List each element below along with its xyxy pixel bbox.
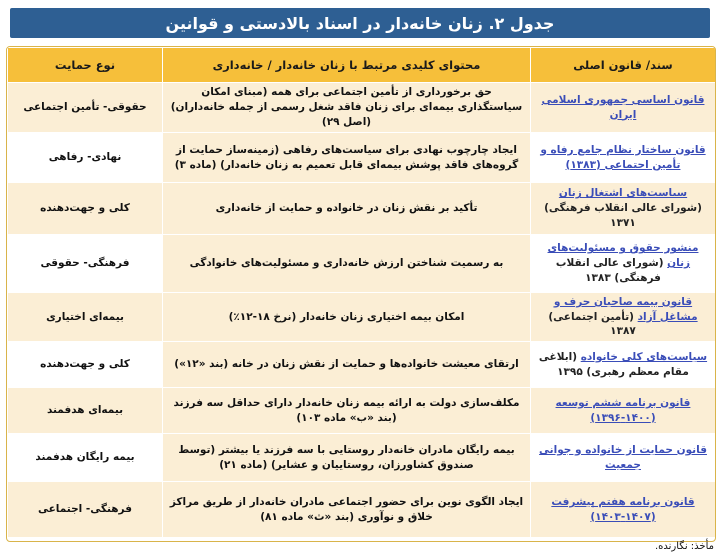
content-cell: ایجاد الگوی نوین برای حضور اجتماعی مادران خانه‌دار از طریق مراکز خلاق و نوآوری (بند «ث» ماده ۸۱) xyxy=(163,482,531,538)
support-type-cell: حقوقی- تأمین اجتماعی xyxy=(8,83,163,133)
table-title: جدول ۲. زنان خانه‌دار در اسناد بالادستی و قوانین xyxy=(10,8,710,38)
law-cell xyxy=(531,482,716,538)
support-type-cell: بیمه رایگان هدفمند xyxy=(8,434,163,482)
content-cell: بیمه رایگان مادران خانه‌دار روستایی با سه فرزند یا بیشتر (توسط صندوق کشاورزان، روستاییان و عشایر) (ماده ۲۱) xyxy=(163,434,531,482)
content-cell: حق برخورداری از تأمین اجتماعی برای همه (مبنای امکان سیاستگذاری بیمه‌ای برای زنان فاقد شغل رسمی از جمله خانه‌داران) (اصل ۲۹) xyxy=(163,83,531,133)
law-cell xyxy=(531,83,716,133)
content-cell: ارتقای معیشت خانواده‌ها و حمایت از نقش زنان در خانه (بند «۱۲») xyxy=(163,342,531,388)
table-row xyxy=(8,183,716,235)
support-type-cell: کلی و جهت‌دهنده xyxy=(8,342,163,388)
law-title: منشور حقوق و مسئولیت‌های زنان xyxy=(547,242,699,270)
table-row xyxy=(8,482,716,538)
support-type-cell: بیمه‌ای اختیاری xyxy=(8,293,163,342)
law-title: قانون حمایت از خانواده و جوانی جمعیت xyxy=(539,443,707,471)
content-cell: به رسمیت شناختن ارزش خانه‌داری و مسئولیت‌های خانوادگی xyxy=(163,235,531,293)
law-subtitle: (شورای عالی انقلاب فرهنگی) ۱۳۷۱ xyxy=(544,202,702,229)
law-title: قانون برنامه هفتم پیشرفت (۱۴۰۷-۱۴۰۳) xyxy=(551,495,695,523)
table-body xyxy=(8,83,716,538)
content-cell: تأکید بر نقش زنان در خانواده و حمایت از خانه‌داری xyxy=(163,183,531,235)
law-subtitle: (شورای عالی انقلاب فرهنگی) ۱۳۸۳ xyxy=(555,257,664,284)
law-title: سیاست‌های اشتغال زنان xyxy=(558,187,688,200)
table-row xyxy=(8,342,716,388)
content-cell: مکلف‌سازی دولت به ارائه بیمه زنان خانه‌دار دارای حداقل سه فرزند (بند «ب» ماده ۱۰۳) xyxy=(163,388,531,434)
law-cell xyxy=(531,434,716,482)
header-law: سند/ قانون اصلی xyxy=(531,48,716,83)
table-row xyxy=(8,388,716,434)
source-note: مأخذ: نگارنده. xyxy=(654,541,714,552)
law-cell xyxy=(531,388,716,434)
law-cell xyxy=(531,293,716,342)
header-type: نوع حمایت xyxy=(8,48,163,83)
law-title: قانون برنامه ششم توسعه (۱۴۰۰-۱۳۹۶) xyxy=(555,396,691,424)
table-row xyxy=(8,133,716,183)
laws-table xyxy=(7,47,716,538)
law-title: قانون بیمه صاحبان حرف و مشاغل آزاد xyxy=(553,296,698,323)
table-row xyxy=(8,83,716,133)
support-type-cell: فرهنگی- اجتماعی xyxy=(8,482,163,538)
table-row xyxy=(8,293,716,342)
law-title: قانون اساسی جمهوری اسلامی ایران xyxy=(541,93,705,121)
content-cell: امکان بیمه اختیاری زنان خانه‌دار (نرخ ۱۸-۱۲٪) xyxy=(163,293,531,342)
law-cell xyxy=(531,133,716,183)
law-cell xyxy=(531,235,716,293)
law-cell xyxy=(531,183,716,235)
content-cell: ایجاد چارچوب نهادی برای سیاست‌های رفاهی (زمینه‌ساز حمایت از گروه‌های فاقد پوشش بیمه‌ای قابل تعمیم به زنان خانه‌دار) (ماده ۳) xyxy=(163,133,531,183)
header-content: محتوای کلیدی مرتبط با زنان خانه‌دار / خانه‌داری xyxy=(163,48,531,83)
law-subtitle: (تأمین اجتماعی) ۱۳۸۷ xyxy=(548,310,636,338)
table-header-row xyxy=(8,48,716,83)
laws-table-container xyxy=(6,46,716,542)
support-type-cell: کلی و جهت‌دهنده xyxy=(8,183,163,235)
table-row xyxy=(8,235,716,293)
support-type-cell: نهادی- رفاهی xyxy=(8,133,163,183)
law-title: سیاست‌های کلی خانواده xyxy=(580,350,708,363)
support-type-cell: فرهنگی- حقوقی xyxy=(8,235,163,293)
law-cell xyxy=(531,342,716,388)
law-subtitle: (ابلاغی مقام معظم رهبری) ۱۳۹۵ xyxy=(538,350,689,378)
law-title: قانون ساختار نظام جامع رفاه و تأمین اجتماعی (۱۳۸۳) xyxy=(540,143,706,171)
support-type-cell: بیمه‌ای هدفمند xyxy=(8,388,163,434)
table-row xyxy=(8,434,716,482)
